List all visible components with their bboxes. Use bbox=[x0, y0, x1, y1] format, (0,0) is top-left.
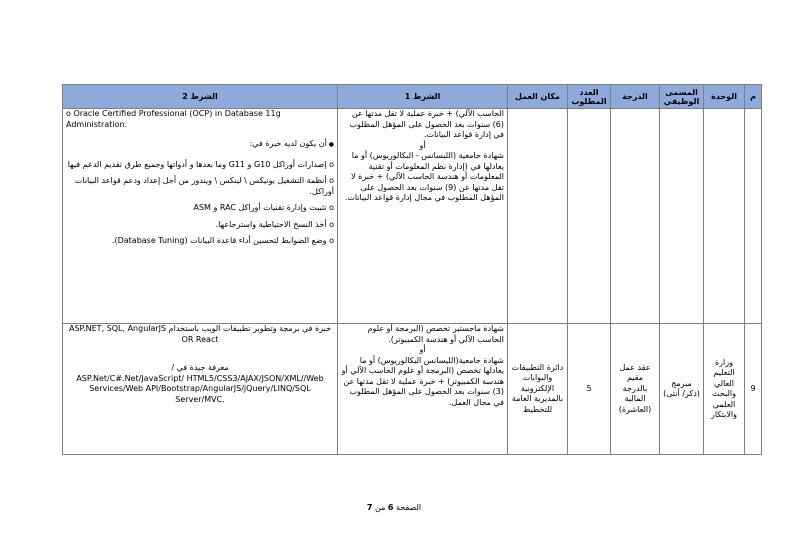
square-bullet-icon: o bbox=[66, 109, 74, 118]
row1-unit bbox=[704, 109, 745, 324]
row2-cond2-p2-ar: معرفة جيدة في / bbox=[171, 363, 229, 372]
header-cond2: الشرط 2 bbox=[63, 85, 338, 109]
row2-cond1-or: أو bbox=[419, 345, 426, 354]
table-row bbox=[63, 324, 762, 455]
header-m: م bbox=[745, 85, 762, 109]
header-grade: الدرجة bbox=[611, 85, 660, 109]
list-item: o إصدارات أوراكل G10 و G11 وما بعدها و أدواتها وجميع طرق تقديم الدعم فيها bbox=[66, 160, 334, 171]
row1-title bbox=[660, 109, 704, 324]
footer-current-page: 6 bbox=[387, 503, 394, 512]
row2-m: 9 bbox=[745, 324, 762, 455]
list-item: o تثبيت وإدارة تقنيات أوراكل RAC و ASM bbox=[66, 203, 334, 214]
header-place: مكان العمل bbox=[508, 85, 568, 109]
footer-of: من bbox=[374, 503, 386, 512]
jobs-table bbox=[62, 84, 762, 455]
row2-count: 5 bbox=[568, 324, 611, 455]
row2-grade: عقد عمل مقيم بالدرجة المالية (العاشرة) bbox=[611, 324, 660, 455]
row1-cond2-ocp: o Oracle Certified Professional (OCP) in Database 11g Administration. bbox=[66, 109, 281, 129]
row2-cond1-p2: شهادة جامعية(الليسانس البكالوريوس) أو ما يعادلها تخصص (البرمجة أو علوم الحاسب الآلي أو هندسة الكمبيوتر) + خبرة عملية لا تقل مدتها عن (3) سنوات بعد الحصول على المؤهل المطلوب في مجال العمل. bbox=[341, 355, 504, 407]
header-count: العدد المطلوب bbox=[568, 85, 611, 109]
row2-unit: وزارة التعليم العالي والبحث العلمي والابتكار bbox=[704, 324, 745, 455]
row2-title: مبرمج (ذكر/ أنثى) bbox=[660, 324, 704, 455]
header-unit: الوحدة bbox=[704, 85, 745, 109]
row1-place bbox=[508, 109, 568, 324]
list-item: o أخذ النسخ الاحتياطية واسترجاعها. bbox=[66, 220, 334, 231]
row1-grade bbox=[611, 109, 660, 324]
list-item: o أنظمة التشغيل يونيكس \ لينكس \ ويندوز من أجل إعداد ودعم قواعد البيانات أوراكل. bbox=[66, 176, 334, 197]
row1-cond1-p1: الحاسب الآلي) + خبرة عملية لا تقل مدتها عن (6) سنوات بعد الحصول على المؤهل المطلوب في إدارة قواعد البيانات. bbox=[349, 109, 504, 139]
row1-cond2 bbox=[63, 109, 338, 324]
footer-total-pages: 7 bbox=[366, 503, 373, 512]
row2-cond2 bbox=[63, 324, 338, 455]
table-header-row bbox=[63, 85, 762, 109]
row1-cond1 bbox=[338, 109, 508, 324]
page-footer bbox=[0, 503, 788, 512]
list-item: o وضع الضوابط لتحسين أداء قاعدة البيانات (Database Tuning). bbox=[66, 236, 334, 247]
row1-cond2-intro: ● أن يكون لديه خبرة في: bbox=[66, 139, 334, 151]
row2-place: دائرة التطبيقات والبوابات الإلكترونية بالمديرية العامة للتخطيط bbox=[508, 324, 568, 455]
row2-cond1-p1: شهادة ماجستير تخصص (البرمجة أو علوم الحاسب الآلي أو هندسة الكمبيوتر). bbox=[367, 324, 504, 344]
footer-prefix: الصفحة bbox=[396, 503, 422, 512]
row2-cond2-p1: خبرة في برمجة وتطوير تطبيقات الويب باستخدام ASP.NET, SQL, AngularJS OR React bbox=[68, 324, 332, 344]
row1-m bbox=[745, 109, 762, 324]
header-title: المسمى الوظيفي bbox=[660, 85, 704, 109]
table-row bbox=[63, 109, 762, 324]
header-cond1: الشرط 1 bbox=[338, 85, 508, 109]
row2-cond1 bbox=[338, 324, 508, 455]
row1-cond1-p2: شهادة جامعية (الليسانس - البكالوريوس) أو ما يعادلها في (إدارة نظم المعلومات أو تقنية المعلومات أو هندسة الحاسب الآلي) + خبرة لا تقل مدتها عن (9) سنوات بعد الحصول على المؤهل المطلوب في مجال إدارة قواعد البيانات. bbox=[344, 151, 504, 202]
row2-cond2-p2-en: ASP.Net/C#.Net/JavaScript/ HTML5/CSS3/AJAX/JSON/XML//Web Services/Web API/Bootstrap/AngularJS/jQuery/LINQ/SQL Server/MVC. bbox=[76, 373, 324, 404]
row1-cond1-or: أو bbox=[419, 140, 426, 150]
row1-count bbox=[568, 109, 611, 324]
